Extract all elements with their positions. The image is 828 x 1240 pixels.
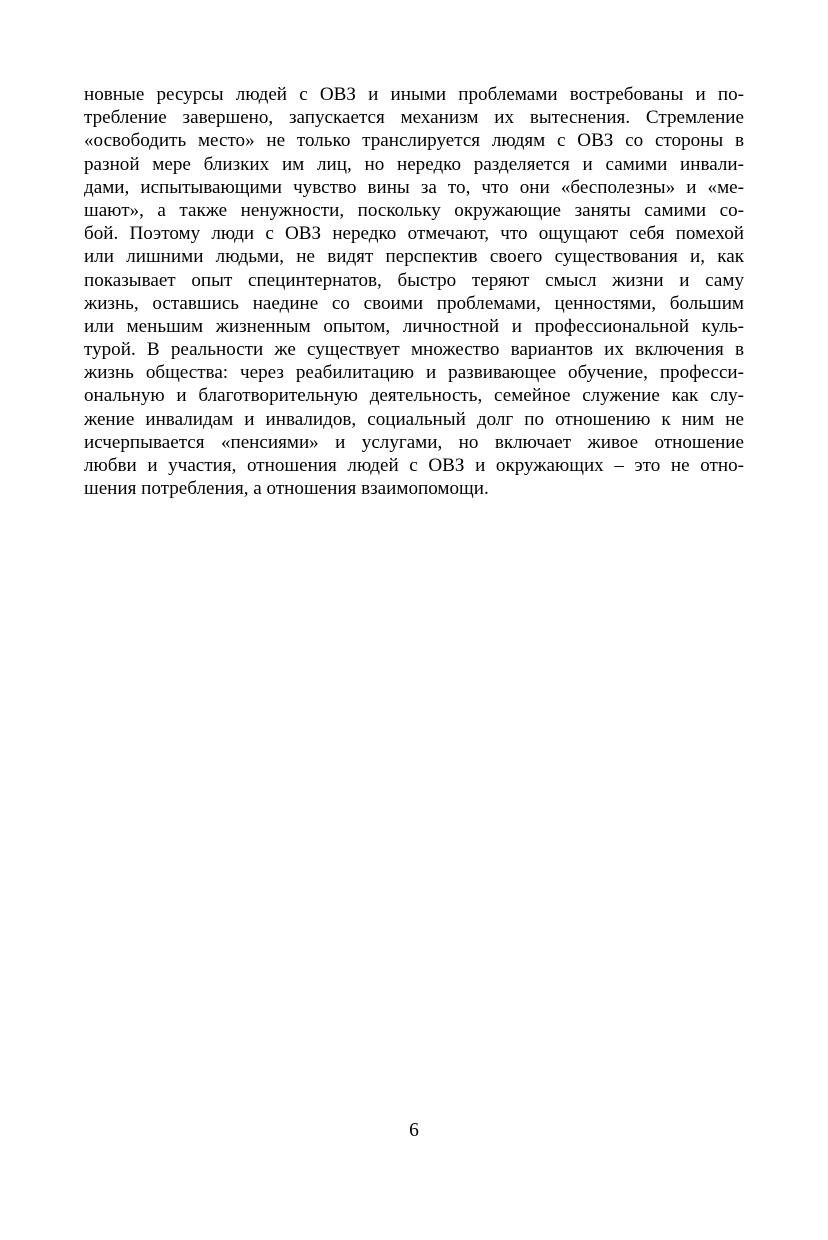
text-line: дами, испытывающими чувство вины за то, что они «бесполезны» и «ме- [84,176,744,198]
text-line: бой. Поэтому люди с ОВЗ нередко отмечают, что ощущают себя помехой [84,223,744,245]
text-line: разной мере близких им лиц, но нередко разделяется и самими инвали- [84,153,744,175]
text-line: ональную и благотворительную деятельность, семейное служение как слу- [84,385,744,407]
text-line: или меньшим жизненным опытом, личностной и профессиональной куль- [84,315,744,337]
text-line: турой. В реальности же существует множество вариантов их включения в [84,339,744,361]
text-line: исчерпывается «пенсиями» и услугами, но включает живое отношение [84,431,744,453]
page-number: 6 [409,1120,419,1141]
text-line: жение инвалидам и инвалидов, социальный долг по отношению к ним не [84,408,744,430]
text-line: новные ресурсы людей с ОВЗ и иными проблемами востребованы и по- [84,84,744,105]
text-line: жизнь общества: через реабилитацию и развивающее обучение, професси- [84,362,744,384]
text-line: требление завершено, запускается механизм их вытеснения. Стремление [84,107,744,129]
text-line-last: шения потребления, а отношения взаимопомощи. [84,478,489,500]
text-line: показывает опыт специнтернатов, быстро теряют смысл жизни и саму [84,269,744,291]
text-line: жизнь, оставшись наедине со своими проблемами, ценностями, большим [84,292,744,314]
text-line: или лишними людьми, не видят перспектив своего существования и, как [84,246,744,268]
text-line: любви и участия, отношения людей с ОВЗ и окружающих – это не отно- [84,455,744,476]
text-line: «освободить место» не только транслируется людям с ОВЗ со стороны в [84,130,744,152]
text-line: шают», а также ненужности, поскольку окружающие заняты самими со- [84,199,744,221]
body-paragraph [84,83,744,500]
